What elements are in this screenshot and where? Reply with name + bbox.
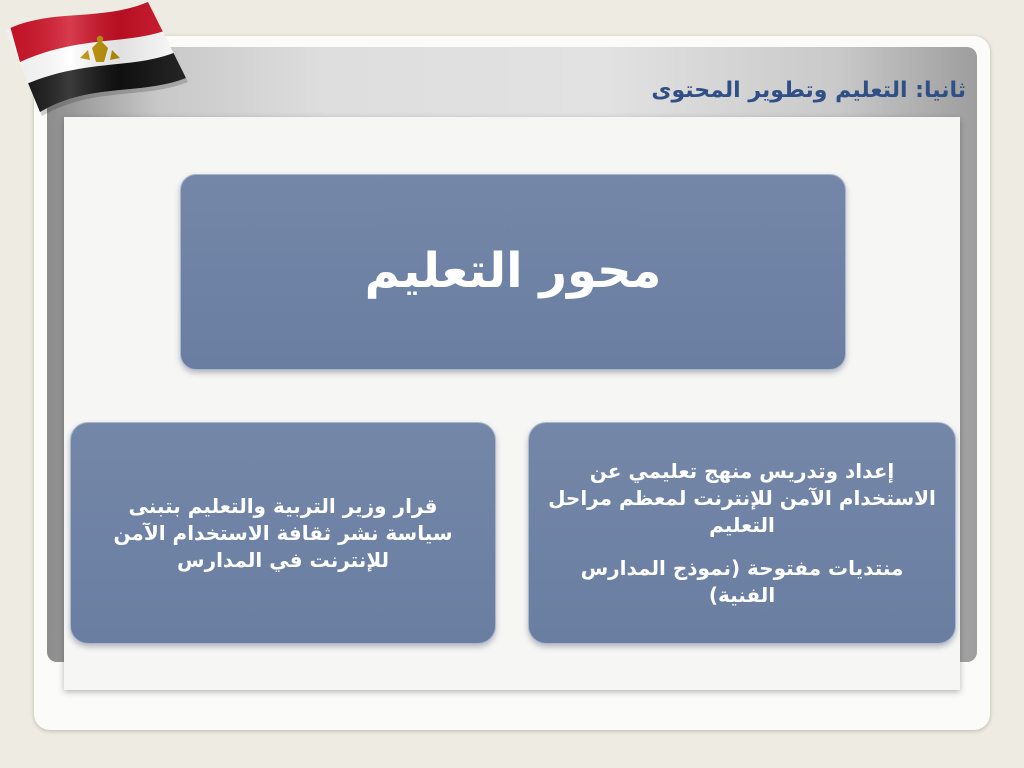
egypt-flag-icon [0, 0, 200, 130]
education-axis-label: محور التعليم [364, 243, 662, 300]
curriculum-box [528, 422, 956, 644]
curriculum-text: إعداد وتدريس منهج تعليمي عن الاستخدام الآمن للإنترنت لمعظم مراحل التعليم [548, 458, 936, 537]
education-axis-box [180, 174, 846, 370]
ministry-decision-text: قرار وزير التربية والتعليم بتبنى سياسة نشر ثقافة الاستخدام الآمن للإنترنت في المدارس [113, 493, 453, 572]
slide-title: ثانيا: التعليم وتطوير المحتوى [651, 78, 966, 103]
ministry-decision-box [70, 422, 496, 644]
open-forums-text: منتديات مفتوحة (نموذج المدارس الفنية) [580, 555, 904, 607]
